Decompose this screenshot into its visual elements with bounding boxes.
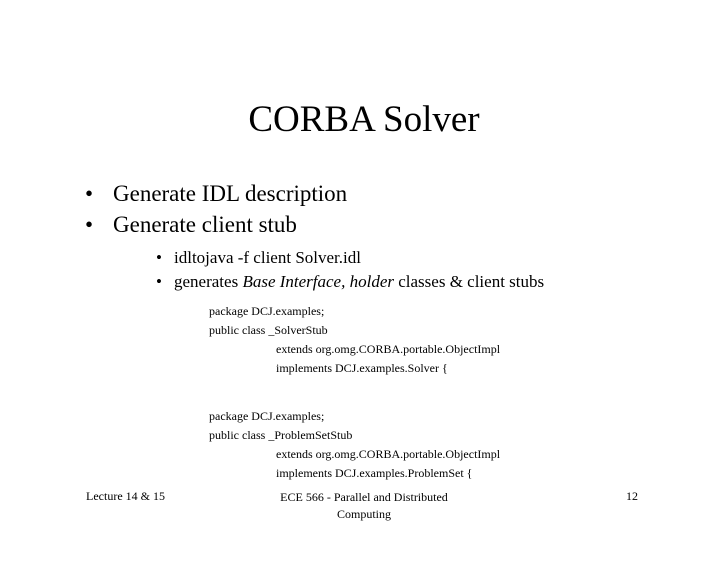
code-line: extends org.omg.CORBA.portable.ObjectImpl [276,447,501,461]
sub-bullet-text: idltojava -f client Solver.idl [174,248,361,267]
bullet-text: Generate IDL description [113,181,348,206]
code-line: public class _ProblemSetStub [209,428,353,442]
code-line: package DCJ.examples; [209,304,325,318]
code-line: public class _SolverStub [209,323,328,337]
sub-bullet-italic: Base Interface, holder [242,272,394,291]
footer-course [0,489,728,523]
bullet-generate-idl [85,180,347,208]
code-line: implements DCJ.examples.ProblemSet { [276,466,473,480]
sub-bullet-prefix: generates [174,272,243,291]
footer-page-number: 12 [626,489,638,503]
footer-course-line2: Computing [336,507,391,521]
bullet-generate-client-stub [85,211,297,239]
footer-course-line1: ECE 566 - Parallel and Distributed [280,490,448,504]
code-line: extends org.omg.CORBA.portable.ObjectImpl [276,342,501,356]
bullet-dot: • [85,212,94,237]
bullet-dot: • [85,181,94,206]
code-line: package DCJ.examples; [209,409,325,423]
footer-lecture: Lecture 14 & 15 [86,489,165,503]
code-line: implements DCJ.examples.Solver { [276,361,448,375]
sub-bullet-dot: • [156,248,162,267]
sub-bullet-suffix: classes & client stubs [393,272,545,291]
bullet-text: Generate client stub [113,212,297,237]
sub-bullet-dot: • [156,272,162,291]
slide-title: CORBA Solver [248,99,480,140]
sub-bullet-idltojava [156,247,361,268]
sub-bullet-generates [156,271,544,292]
